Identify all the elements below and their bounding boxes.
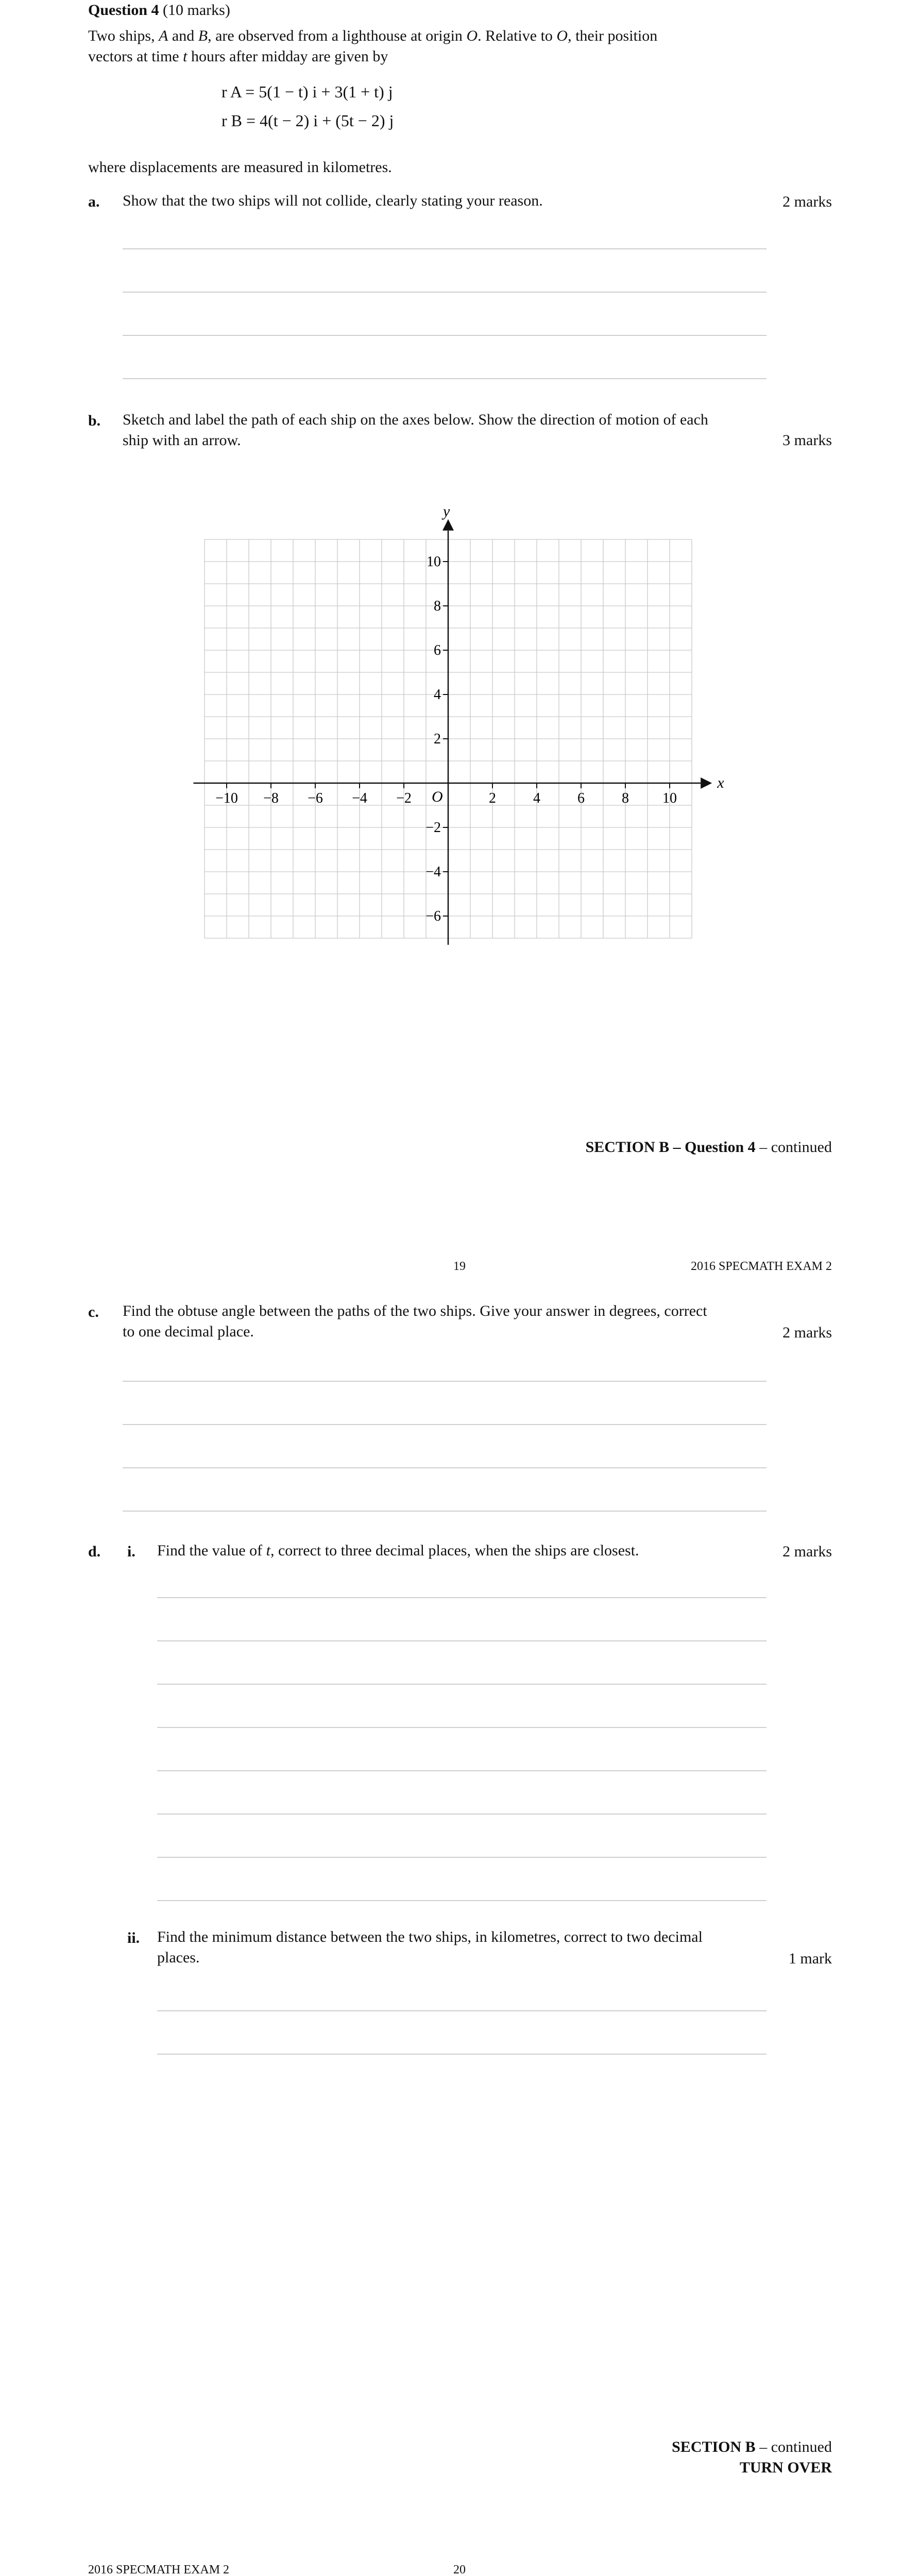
x-tick-label: −2 [396, 790, 412, 806]
question-title: Question 4 (10 marks) [88, 2, 230, 19]
answer-line[interactable] [157, 1640, 766, 1641]
answer-line[interactable] [157, 1814, 766, 1815]
page-number: 19 [453, 1260, 466, 1273]
part-c-label: c. [88, 1303, 99, 1320]
y-tick-label: −2 [425, 820, 441, 836]
answer-line[interactable] [157, 2054, 766, 2055]
part-d-ii-label: ii. [127, 1929, 140, 1946]
answer-line[interactable] [157, 1727, 766, 1728]
answer-line[interactable] [123, 248, 766, 249]
part-b-label: b. [88, 412, 101, 429]
x-tick-label: 8 [622, 790, 629, 806]
y-tick-label: 8 [434, 598, 441, 614]
y-tick-label: 4 [434, 687, 441, 703]
part-b-marks: 3 marks [782, 432, 832, 449]
x-tick-label: −6 [308, 790, 323, 806]
x-tick-label: −10 [215, 790, 238, 806]
page-number: 20 [453, 2563, 466, 2576]
coordinate-grid[interactable] [180, 495, 747, 948]
answer-line[interactable] [123, 378, 766, 379]
part-d-i-marks: 2 marks [782, 1543, 832, 1560]
origin-label: O [432, 788, 443, 805]
part-d-i-label: i. [127, 1543, 135, 1560]
x-axis-label: x [717, 774, 724, 791]
part-d-i-text: Find the value of t, correct to three decimal places, when the ships are closest. [157, 1542, 639, 1559]
x-axis-arrow [701, 777, 712, 789]
units-note: where displacements are measured in kilometres. [88, 159, 392, 176]
y-tick-label: 10 [427, 554, 441, 570]
equation-ship-a: r A = 5(1 − t) i + 3(1 + t) j [222, 82, 393, 101]
part-d-label: d. [88, 1543, 101, 1560]
x-tick-label: −4 [352, 790, 367, 806]
answer-line[interactable] [123, 1381, 766, 1382]
x-tick-label: −8 [263, 790, 279, 806]
answer-line[interactable] [157, 1597, 766, 1598]
answer-line[interactable] [157, 1857, 766, 1858]
part-a-label: a. [88, 193, 100, 210]
answer-line[interactable] [123, 335, 766, 336]
exam-footer: 2016 SPECMATH EXAM 2 [88, 2563, 230, 2576]
part-c-text: Find the obtuse angle between the paths of the two ships. Give your answer in degrees, correct to one decimal place. [123, 1302, 707, 1340]
part-d-ii-text: Find the minimum distance between the two ships, in kilometres, correct to two decimal places. [157, 1928, 703, 1966]
part-b-text: Sketch and label the path of each ship on the axes below. Show the direction of motion of each ship with an arrow. [123, 411, 708, 449]
answer-line[interactable] [157, 2010, 766, 2011]
part-a-marks: 2 marks [782, 193, 832, 210]
equation-ship-b: r B = 4(t − 2) i + (5t − 2) j [222, 111, 394, 130]
x-tick-label: 4 [533, 790, 540, 806]
y-tick-label: −4 [425, 864, 441, 880]
part-d-ii-marks: 1 mark [788, 1950, 832, 1967]
y-tick-label: 2 [434, 731, 441, 747]
position-equations [222, 77, 394, 135]
exam-header: 2016 SPECMATH EXAM 2 [690, 1260, 832, 1273]
continued-note: SECTION B – Question 4 – continued [585, 1139, 832, 1156]
answer-line[interactable] [157, 1684, 766, 1685]
answer-line[interactable] [123, 292, 766, 293]
answer-line[interactable] [157, 1900, 766, 1901]
y-axis-label: y [443, 502, 450, 520]
x-tick-label: 10 [662, 790, 677, 806]
question-intro: Two ships, A and B, are observed from a lighthouse at origin O. Relative to O, their position vectors at time t hours after midday are given by [88, 27, 658, 65]
answer-line[interactable] [123, 1467, 766, 1468]
turn-over: TURN OVER [739, 2459, 832, 2476]
answer-line[interactable] [157, 1770, 766, 1771]
answer-line[interactable] [123, 1511, 766, 1512]
y-tick-label: −6 [425, 908, 441, 924]
answer-line[interactable] [123, 1424, 766, 1425]
x-tick-label: 2 [489, 790, 496, 806]
y-axis-arrow [442, 519, 454, 531]
part-c-marks: 2 marks [782, 1324, 832, 1341]
x-tick-label: 6 [577, 790, 585, 806]
continued-note: SECTION B – continued TURN OVER [672, 2438, 832, 2476]
y-tick-label: 6 [434, 642, 441, 658]
part-a-text: Show that the two ships will not collide, clearly stating your reason. [123, 192, 543, 209]
